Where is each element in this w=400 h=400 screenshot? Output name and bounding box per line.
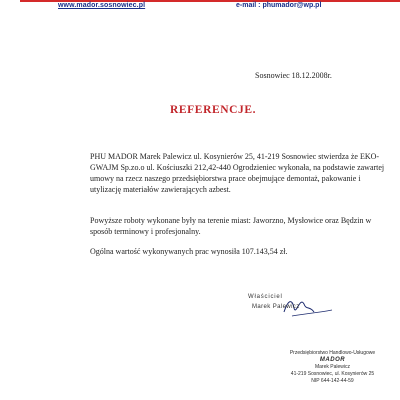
body-paragraph-1: PHU MADOR Marek Palewicz ul. Kosynierów 25, 41-219 Sosnowiec stwierdza że EKO- GWAJM Sp.zo.o ul. Kościuszki 212,42-440 Ogrodzieniec wykonała, na podstawie zawartej umowy na rzecz naszego przedsiębiorstwa prace obejmujące demontaż, pakowanie i utylizację materiałów zawierających azbest. [90,152,385,194]
letter-date: Sosnowiec 18.12.2008r. [255,71,332,80]
email-address: e-mail : phumador@wp.pl [236,2,322,9]
stamp-nip: NIP 644-142-44-59 [311,378,354,384]
stamp-owner: Marek Palewicz [314,364,350,370]
signature-block [222,286,342,326]
letter-title: REFERENCJE. [170,104,257,116]
stamp-address: 41-219 Sosnowiec, ul. Kosynierów 25 [290,371,375,377]
signature-name: Marek Palewicz [252,304,300,310]
letterhead [0,0,400,14]
company-stamp [270,350,395,398]
signature-role: Właściciel [248,294,283,300]
body-paragraph-3: Ogólna wartość wykonywanych prac wynosiła 107.143,54 zł. [90,247,288,256]
stamp-company-name: MADOR [319,357,346,363]
body-paragraph-2: Powyższe roboty wykonane były na terenie miast: Jaworzno, Mysłowice oraz Będzin w sposób terminowy i profesjonalny. [90,216,372,236]
stamp-line-1: Przedsiębiorstwo Handlowo-Usługowe [289,350,376,356]
website-link[interactable]: www.mador.sosnowiec.pl [58,2,146,9]
